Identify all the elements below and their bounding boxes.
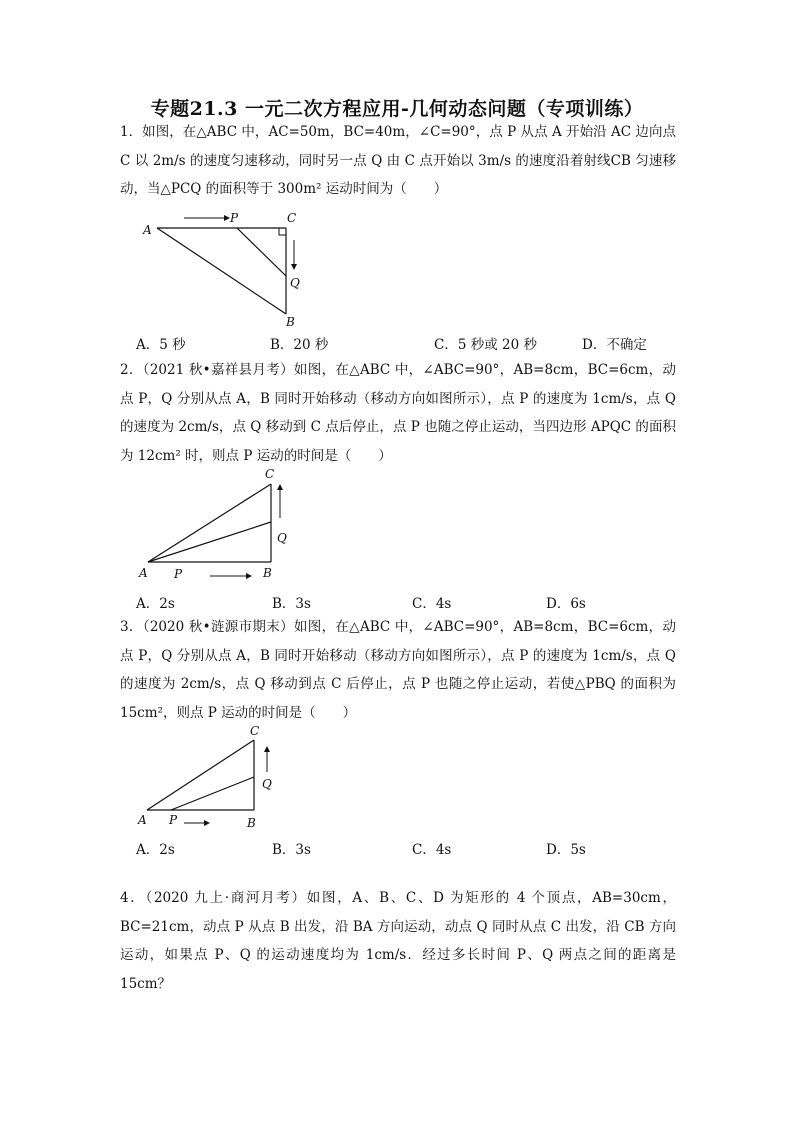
option-a[interactable]: A．2s [136, 596, 175, 612]
label-b: B [263, 566, 272, 580]
option-d[interactable]: D．不确定 [582, 337, 647, 353]
label-a: A [143, 223, 152, 237]
option-a[interactable]: A．2s [136, 842, 175, 858]
label-a: A [138, 813, 147, 827]
question-3-text: 3．（2020 秋•涟源市期末）如图，在△ABC 中，∠ABC=90°，AB=8cm，BC=6cm，动点 P，Q 分别从点 A，B 同时开始移动（移动方向如图所示），点 P 的速度为 1cm/s，点 Q 的速度为 2cm/s，点 Q 移动到点 C 后停止，点 P 也随之停止运动，若使△PBQ 的面积为 15cm²，则点 P 运动的时间是（ ） [120, 619, 676, 721]
label-p: P [169, 813, 178, 827]
right-angle-mark [279, 228, 286, 235]
label-c: C [265, 467, 275, 481]
option-c[interactable]: C．5 秒或 20 秒 [434, 337, 537, 353]
option-a[interactable]: A．5 秒 [136, 337, 186, 353]
figure-2 [134, 466, 314, 586]
label-q: Q [290, 276, 300, 290]
figure-1 [140, 208, 320, 328]
question-1-text: 1．如图，在△ABC 中，AC=50m，BC=40m，∠C=90°，点 P 从点 A 开始沿 AC 边向点 C 以 2m/s 的速度匀速移动，同时另一点 Q 由 C 点开始以 3m/s 的速度沿着射线CB 匀速移动，当△PCQ 的面积等于 300m² 运动时间为（ ） [120, 124, 676, 197]
label-b: B [247, 816, 256, 830]
option-c[interactable]: C．4s [412, 842, 452, 858]
option-d[interactable]: D．6s [546, 596, 586, 612]
label-c: C [250, 724, 260, 738]
label-b: B [286, 315, 295, 328]
label-q: Q [262, 777, 272, 791]
side-ac [147, 740, 254, 810]
side-ac [148, 484, 271, 562]
option-d[interactable]: D．5s [546, 842, 586, 858]
segment-pq [171, 777, 254, 810]
label-p: P [174, 567, 183, 581]
segment-pq [148, 522, 271, 562]
option-b[interactable]: B．20 秒 [270, 337, 329, 353]
option-b[interactable]: B．3s [272, 842, 311, 858]
label-c: C [287, 211, 297, 225]
option-c[interactable]: C．4s [412, 596, 452, 612]
question-1-options [136, 333, 696, 353]
page-title: 专题21.3 一元二次方程应用-几何动态问题（专项训练） [150, 98, 644, 120]
question-2-options [136, 592, 696, 612]
figure-3 [134, 722, 314, 832]
label-q: Q [277, 531, 287, 545]
option-b[interactable]: B．3s [272, 596, 311, 612]
label-p: P [230, 211, 239, 225]
label-a: A [139, 566, 148, 580]
question-4-text: 4．（2020 九上·商河月考）如图，A、B、C、D 为矩形的 4 个顶点，AB=30cm，BC=21cm，动点 P 从点 B 出发，沿 BA 方向运动，动点 Q 同时从点 C 出发，沿 CB 方向运动，如果点 P、Q 的运动速度均为 1cm/s．经过多长时间 P、Q 两点之间的距离是 15cm？ [120, 890, 676, 992]
question-2-text: 2．（2021 秋•嘉祥县月考）如图，在△ABC 中，∠ABC=90°，AB=8cm，BC=6cm，动点 P，Q 分别从点 A，B 同时开始移动（移动方向如图所示），点 P 的速度为 1cm/s，点 Q 的速度为 2cm/s，点 Q 移动到 C 点后停止，点 P 也随之停止运动，当四边形 APQC 的面积为 12cm² 时，则点 P 运动的时间是（ ） [120, 362, 676, 464]
side-ab [157, 228, 286, 314]
question-3-options [136, 838, 696, 858]
